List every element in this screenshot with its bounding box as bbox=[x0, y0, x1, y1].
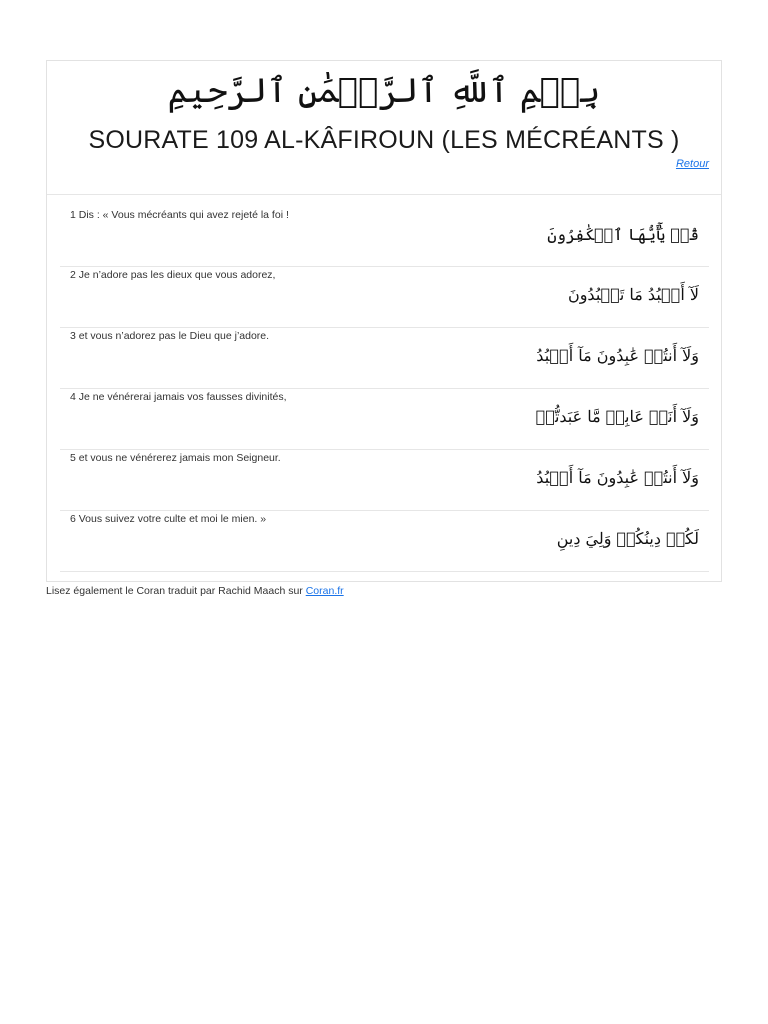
coran-fr-link[interactable]: Coran.fr bbox=[305, 585, 344, 597]
surah-header bbox=[47, 61, 721, 195]
verse-arabic: وَلَآ أَنَا۠ عَابِدٞ مَّا عَبَدتُّمۡ bbox=[535, 407, 699, 426]
verse-list bbox=[60, 207, 709, 572]
verse-arabic: وَلَآ أَنتُمۡ عَٰبِدُونَ مَآ أَعۡبُدُ bbox=[536, 468, 699, 487]
page-title: SOURATE 109 AL-KÂFIROUN (LES MÉCRÉANTS ) bbox=[88, 126, 680, 154]
verse-translation: 2 Je n’adore pas les dieux que vous adorez, bbox=[70, 269, 276, 281]
verse-row bbox=[60, 207, 709, 267]
footer-note bbox=[46, 585, 344, 597]
verse-arabic: قُلۡ يَٰٓأَيُّهَا ٱلۡكَٰفِرُونَ bbox=[547, 225, 699, 244]
verse-row bbox=[60, 389, 709, 450]
verse-arabic: لَكُمۡ دِينُكُمۡ وَلِيَ دِينِ bbox=[556, 529, 699, 548]
verse-translation: 6 Vous suivez votre culte et moi le mien. » bbox=[70, 513, 267, 525]
footer-text: Lisez également le Coran traduit par Rachid Maach sur bbox=[46, 585, 306, 597]
verse-translation: 5 et vous ne vénérerez jamais mon Seigneur. bbox=[70, 452, 281, 464]
verse-translation: 1 Dis : « Vous mécréants qui avez rejeté la foi ! bbox=[70, 209, 289, 221]
basmala: بِسۡمِ ٱللَّهِ ٱلرَّحۡمَٰنِ ٱلرَّحِيمِ bbox=[167, 71, 601, 111]
verse-translation: 3 et vous n’adorez pas le Dieu que j’adore. bbox=[70, 330, 270, 342]
verse-row bbox=[60, 267, 709, 328]
verse-arabic: لَآ أَعۡبُدُ مَا تَعۡبُدُونَ bbox=[567, 285, 699, 304]
verse-row bbox=[60, 450, 709, 511]
back-link[interactable]: Retour bbox=[675, 158, 709, 170]
verse-translation: 4 Je ne vénérerai jamais vos fausses divinités, bbox=[70, 391, 287, 403]
surah-card bbox=[46, 60, 722, 582]
verse-arabic: وَلَآ أَنتُمۡ عَٰبِدُونَ مَآ أَعۡبُدُ bbox=[536, 346, 699, 365]
verse-row bbox=[60, 328, 709, 389]
verse-row bbox=[60, 511, 709, 572]
